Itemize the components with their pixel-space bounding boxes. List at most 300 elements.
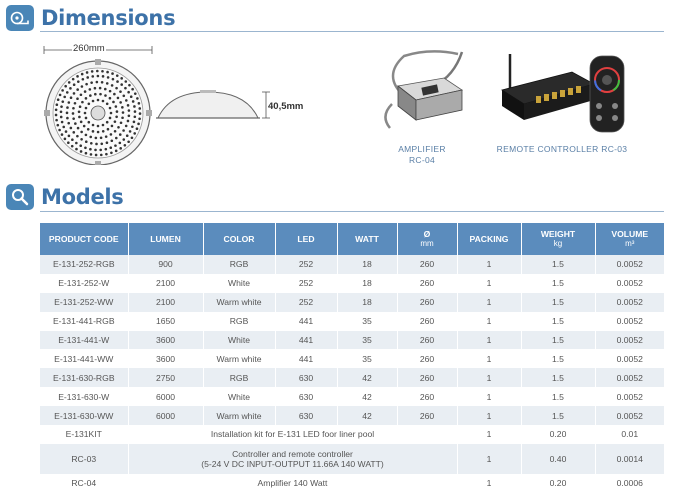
led-dot bbox=[138, 102, 141, 105]
led-dot bbox=[69, 87, 72, 90]
led-dot bbox=[101, 70, 104, 73]
led-dot bbox=[70, 127, 73, 130]
led-dot bbox=[104, 94, 107, 97]
led-dot bbox=[124, 80, 127, 83]
cell-watt: 18 bbox=[337, 293, 397, 312]
led-dot bbox=[127, 91, 130, 94]
led-dot bbox=[102, 75, 105, 78]
col-header-code: PRODUCT CODE bbox=[40, 223, 128, 255]
led-dot bbox=[111, 139, 114, 142]
led-dot bbox=[65, 130, 68, 133]
col-header-watt: WATT bbox=[337, 223, 397, 255]
led-dot bbox=[96, 70, 99, 73]
table-row bbox=[40, 293, 664, 312]
led-dot bbox=[114, 144, 117, 147]
cell-packing: 1 bbox=[457, 255, 521, 274]
led-dot bbox=[100, 137, 103, 140]
led-dot bbox=[94, 87, 97, 90]
cell-led: 252 bbox=[275, 255, 337, 274]
led-dot bbox=[100, 142, 103, 145]
led-dot bbox=[128, 84, 131, 87]
led-dot bbox=[105, 153, 108, 156]
cell-watt: 18 bbox=[337, 255, 397, 274]
cell-dia: 260 bbox=[397, 255, 457, 274]
led-dot bbox=[121, 106, 124, 109]
cell-led: 252 bbox=[275, 274, 337, 293]
led-dot bbox=[127, 140, 130, 143]
led-dot bbox=[128, 109, 131, 112]
cell-color: Warm white bbox=[203, 293, 275, 312]
cell-color: RGB bbox=[203, 255, 275, 274]
weight-label: WEIGHT bbox=[540, 229, 576, 239]
models-header bbox=[6, 184, 124, 210]
cell-watt: 42 bbox=[337, 387, 397, 406]
led-dot bbox=[119, 101, 122, 104]
led-dot bbox=[133, 121, 136, 124]
cell-packing: 1 bbox=[457, 444, 521, 474]
col-header-color: COLOR bbox=[203, 223, 275, 255]
led-dot bbox=[55, 119, 58, 122]
led-dot bbox=[55, 109, 58, 112]
led-dot bbox=[111, 72, 114, 75]
remote-caption: REMOTE CONTROLLER RC-03 bbox=[496, 144, 628, 154]
led-dot bbox=[110, 112, 113, 115]
models-title: Models bbox=[41, 185, 124, 209]
cell-volume: 0.0052 bbox=[595, 331, 664, 350]
led-dot bbox=[106, 103, 109, 106]
description-line: (5-24 V DC INPUT-OUTPUT 11.66A 140 WATT) bbox=[201, 458, 384, 469]
led-dot bbox=[95, 143, 98, 146]
accessory-row bbox=[40, 474, 664, 493]
led-dot bbox=[81, 85, 84, 88]
led-dot bbox=[97, 99, 100, 102]
led-dot bbox=[102, 130, 105, 133]
led-dot bbox=[85, 97, 88, 100]
led-dot bbox=[74, 122, 77, 125]
cell-dia: 260 bbox=[397, 293, 457, 312]
cell-volume: 0.0052 bbox=[595, 387, 664, 406]
cell-watt: 42 bbox=[337, 368, 397, 387]
led-dot bbox=[67, 122, 70, 125]
led-dot bbox=[56, 103, 59, 106]
led-dot bbox=[115, 87, 118, 90]
led-dot bbox=[62, 126, 65, 129]
col-header-weight bbox=[521, 223, 595, 255]
cell-code: E-131-252-WW bbox=[40, 293, 128, 312]
led-dot bbox=[106, 82, 109, 85]
cell-code: E-131-441-RGB bbox=[40, 312, 128, 331]
led-dot bbox=[77, 80, 80, 83]
led-dot bbox=[88, 121, 91, 124]
led-dot bbox=[78, 111, 81, 114]
cell-watt: 35 bbox=[337, 312, 397, 331]
cell-lumen: 6000 bbox=[128, 387, 203, 406]
led-dot bbox=[113, 93, 116, 96]
led-dot bbox=[96, 81, 99, 84]
cell-led: 441 bbox=[275, 349, 337, 368]
led-dot bbox=[61, 121, 64, 124]
led-dot bbox=[95, 137, 98, 140]
cell-led: 630 bbox=[275, 387, 337, 406]
lamp-front-view bbox=[30, 40, 320, 165]
cell-weight: 1.5 bbox=[521, 293, 595, 312]
led-dot bbox=[85, 152, 88, 155]
cell-volume: 0.0052 bbox=[595, 274, 664, 293]
table-row bbox=[40, 312, 664, 331]
led-dot bbox=[124, 87, 127, 90]
cell-watt: 42 bbox=[337, 406, 397, 425]
led-dot bbox=[85, 134, 88, 137]
cell-description bbox=[128, 444, 457, 474]
led-dot bbox=[61, 89, 64, 92]
models-table bbox=[40, 223, 664, 493]
volume-label: VOLUME bbox=[611, 229, 649, 239]
led-dot bbox=[131, 88, 134, 91]
led-dot bbox=[102, 100, 105, 103]
led-dot bbox=[79, 144, 82, 147]
led-dot bbox=[80, 138, 83, 141]
led-dot bbox=[74, 102, 77, 105]
led-dot bbox=[75, 148, 78, 151]
cell-packing: 1 bbox=[457, 312, 521, 331]
led-dot bbox=[76, 97, 79, 100]
led-dot bbox=[115, 105, 118, 108]
cell-volume: 0.0014 bbox=[595, 444, 664, 474]
cell-color: Warm white bbox=[203, 349, 275, 368]
cell-weight: 1.5 bbox=[521, 331, 595, 350]
cell-packing: 1 bbox=[457, 293, 521, 312]
led-dot bbox=[115, 137, 118, 140]
cell-code: E-131KIT bbox=[40, 425, 128, 444]
cell-led: 630 bbox=[275, 406, 337, 425]
led-dot bbox=[94, 93, 97, 96]
cell-volume: 0.0052 bbox=[595, 368, 664, 387]
led-dot bbox=[133, 105, 136, 108]
led-dot bbox=[80, 121, 83, 124]
led-dot bbox=[88, 103, 91, 106]
led-dot bbox=[91, 75, 94, 78]
table-row bbox=[40, 274, 664, 293]
led-dot bbox=[61, 133, 64, 136]
led-dot bbox=[97, 75, 100, 78]
diameter-symbol: Ø bbox=[423, 229, 431, 239]
led-dot bbox=[136, 97, 139, 100]
led-dot bbox=[57, 98, 60, 101]
cell-color: White bbox=[203, 387, 275, 406]
led-dot bbox=[60, 116, 63, 119]
cell-lumen: 3600 bbox=[128, 331, 203, 350]
weight-unit: kg bbox=[553, 239, 563, 248]
table-row bbox=[40, 349, 664, 368]
cell-code: E-131-252-RGB bbox=[40, 255, 128, 274]
led-dot bbox=[90, 81, 93, 84]
led-dot bbox=[115, 150, 118, 153]
led-dot bbox=[125, 125, 128, 128]
led-dot bbox=[126, 134, 129, 137]
cell-volume: 0.0006 bbox=[595, 474, 664, 493]
cell-color: RGB bbox=[203, 368, 275, 387]
cell-code: E-131-630-W bbox=[40, 387, 128, 406]
cell-volume: 0.0052 bbox=[595, 312, 664, 331]
led-dot bbox=[87, 128, 90, 131]
led-dot bbox=[137, 123, 140, 126]
led-dot bbox=[122, 138, 125, 141]
led-dot bbox=[127, 104, 130, 107]
cell-weight: 1.5 bbox=[521, 274, 595, 293]
dimensions-rule bbox=[40, 31, 664, 32]
led-dot bbox=[99, 87, 102, 90]
led-dot bbox=[114, 120, 117, 123]
led-dot bbox=[111, 125, 114, 128]
cell-packing: 1 bbox=[457, 425, 521, 444]
led-dot bbox=[66, 106, 69, 109]
led-dot bbox=[58, 129, 61, 132]
led-dot bbox=[77, 127, 80, 130]
led-dot bbox=[117, 126, 120, 129]
led-dot bbox=[81, 101, 84, 104]
led-dot bbox=[120, 121, 123, 124]
cell-description bbox=[128, 474, 457, 493]
led-dot bbox=[117, 97, 120, 100]
led-dot bbox=[133, 132, 136, 135]
led-dot bbox=[55, 114, 58, 117]
led-dot bbox=[121, 116, 124, 119]
cell-weight: 1.5 bbox=[521, 255, 595, 274]
led-dot bbox=[85, 117, 88, 120]
led-dot bbox=[72, 78, 75, 81]
led-dot bbox=[64, 85, 67, 88]
led-dot bbox=[119, 147, 122, 150]
led-dot bbox=[81, 73, 84, 76]
led-dot bbox=[119, 142, 122, 145]
led-dot bbox=[105, 148, 108, 151]
table-row bbox=[40, 368, 664, 387]
led-dot bbox=[138, 107, 141, 110]
col-header-diameter bbox=[397, 223, 457, 255]
ruler-tape-icon bbox=[6, 5, 34, 31]
cell-lumen: 2100 bbox=[128, 274, 203, 293]
led-dot bbox=[114, 130, 117, 133]
diameter-unit: mm bbox=[420, 239, 434, 248]
cell-packing: 1 bbox=[457, 349, 521, 368]
led-dot bbox=[73, 83, 76, 86]
cell-weight: 0.40 bbox=[521, 444, 595, 474]
cell-weight: 1.5 bbox=[521, 349, 595, 368]
cell-watt: 35 bbox=[337, 331, 397, 350]
cell-code: E-131-252-W bbox=[40, 274, 128, 293]
led-dot bbox=[76, 75, 79, 78]
led-dot bbox=[60, 105, 63, 108]
led-dot bbox=[59, 94, 62, 97]
table-row bbox=[40, 387, 664, 406]
led-dot bbox=[66, 117, 69, 120]
cell-dia: 260 bbox=[397, 312, 457, 331]
cell-weight: 0.20 bbox=[521, 474, 595, 493]
led-dot bbox=[102, 124, 105, 127]
led-dot bbox=[57, 124, 60, 127]
cell-watt: 35 bbox=[337, 349, 397, 368]
cell-lumen: 2100 bbox=[128, 293, 203, 312]
led-dot bbox=[120, 77, 123, 80]
led-dot bbox=[95, 154, 98, 157]
led-dot bbox=[105, 135, 108, 138]
led-dot bbox=[66, 91, 69, 94]
cell-code: RC-03 bbox=[40, 444, 128, 474]
magnifier-icon bbox=[6, 184, 34, 210]
led-dot bbox=[99, 149, 102, 152]
led-dot bbox=[67, 141, 70, 144]
amplifier-caption-line1: AMPLIFIER bbox=[398, 144, 446, 154]
cell-dia: 260 bbox=[397, 406, 457, 425]
cell-volume: 0.0052 bbox=[595, 293, 664, 312]
led-dot bbox=[89, 94, 92, 97]
led-dot bbox=[109, 90, 112, 93]
led-dot bbox=[110, 133, 113, 136]
led-dot bbox=[134, 92, 137, 95]
led-dot bbox=[131, 125, 134, 128]
led-dot bbox=[101, 81, 104, 84]
led-dot bbox=[78, 116, 81, 119]
led-dot bbox=[70, 96, 73, 99]
description-line: Installation kit for E-131 LED foor liner pool bbox=[210, 429, 375, 440]
led-dot bbox=[85, 83, 88, 86]
led-dot bbox=[122, 129, 125, 132]
led-dot bbox=[131, 136, 134, 139]
led-dot bbox=[68, 101, 71, 104]
col-header-packing: PACKING bbox=[457, 223, 521, 255]
led-dot bbox=[109, 107, 112, 110]
led-dot bbox=[66, 112, 69, 115]
led-dot bbox=[73, 92, 76, 95]
led-dot bbox=[112, 101, 115, 104]
led-dot bbox=[106, 121, 109, 124]
cell-code: E-131-441-W bbox=[40, 331, 128, 350]
amplifier-caption bbox=[386, 144, 458, 166]
led-dot bbox=[84, 147, 87, 150]
cell-code: RC-04 bbox=[40, 474, 128, 493]
led-dot bbox=[90, 153, 93, 156]
accessory-row bbox=[40, 444, 664, 474]
led-dot bbox=[128, 115, 131, 118]
height-label: 40,5mm bbox=[268, 101, 304, 112]
led-dot bbox=[127, 120, 130, 123]
cell-color: RGB bbox=[203, 312, 275, 331]
led-dot bbox=[99, 93, 102, 96]
col-header-lumen: LUMEN bbox=[128, 223, 203, 255]
cell-packing: 1 bbox=[457, 387, 521, 406]
cell-color: White bbox=[203, 331, 275, 350]
led-dot bbox=[109, 117, 112, 120]
cell-lumen: 2750 bbox=[128, 368, 203, 387]
led-dot bbox=[60, 111, 63, 114]
led-dot bbox=[72, 131, 75, 134]
amplifier-image bbox=[374, 46, 470, 138]
cell-packing: 1 bbox=[457, 274, 521, 293]
led-dot bbox=[136, 127, 139, 130]
led-dot bbox=[130, 95, 133, 98]
cell-led: 252 bbox=[275, 293, 337, 312]
led-dot bbox=[75, 142, 78, 145]
cell-watt: 18 bbox=[337, 274, 397, 293]
cell-color: White bbox=[203, 274, 275, 293]
led-dot bbox=[97, 125, 100, 128]
led-dot bbox=[84, 90, 87, 93]
cell-led: 441 bbox=[275, 331, 337, 350]
led-dot bbox=[100, 154, 103, 157]
table-row bbox=[40, 331, 664, 350]
led-dot bbox=[129, 130, 132, 133]
cell-packing: 1 bbox=[457, 474, 521, 493]
led-dot bbox=[112, 78, 115, 81]
led-dot bbox=[116, 74, 119, 77]
led-dot bbox=[86, 76, 89, 79]
led-dot bbox=[86, 71, 89, 74]
led-dot bbox=[90, 142, 93, 145]
cell-volume: 0.01 bbox=[595, 425, 664, 444]
col-header-volume bbox=[595, 223, 664, 255]
led-dot bbox=[122, 111, 125, 114]
led-dot bbox=[120, 83, 123, 86]
dimensions-title: Dimensions bbox=[41, 6, 176, 30]
cell-packing: 1 bbox=[457, 331, 521, 350]
cell-lumen: 6000 bbox=[128, 406, 203, 425]
led-dot bbox=[107, 128, 110, 131]
led-dot bbox=[125, 99, 128, 102]
cell-color: Warm white bbox=[203, 406, 275, 425]
amplifier-caption-line2: RC-04 bbox=[408, 155, 436, 165]
led-dot bbox=[89, 88, 92, 91]
cell-weight: 1.5 bbox=[521, 368, 595, 387]
cell-code: E-131-630-RGB bbox=[40, 368, 128, 387]
led-dot bbox=[138, 117, 141, 120]
description-line: Amplifier 140 Watt bbox=[257, 478, 328, 489]
led-dot bbox=[85, 140, 88, 143]
led-dot bbox=[82, 78, 85, 81]
cell-packing: 1 bbox=[457, 406, 521, 425]
led-dot bbox=[92, 124, 95, 127]
led-dot bbox=[72, 112, 75, 115]
led-dot bbox=[76, 88, 79, 91]
cell-weight: 1.5 bbox=[521, 387, 595, 406]
cell-dia: 260 bbox=[397, 387, 457, 406]
led-dot bbox=[72, 107, 75, 110]
led-dot bbox=[124, 144, 127, 147]
led-dot bbox=[132, 100, 135, 103]
led-dot bbox=[85, 107, 88, 110]
cell-lumen: 900 bbox=[128, 255, 203, 274]
dimensions-header bbox=[6, 5, 175, 31]
led-dot bbox=[92, 130, 95, 133]
led-dot bbox=[106, 141, 109, 144]
led-dot bbox=[68, 135, 71, 138]
led-dot bbox=[91, 70, 94, 73]
accessory-row bbox=[40, 425, 664, 444]
led-dot bbox=[84, 112, 87, 115]
cell-volume: 0.0052 bbox=[595, 255, 664, 274]
led-dot bbox=[80, 150, 83, 153]
volume-unit: m³ bbox=[625, 239, 635, 248]
led-dot bbox=[111, 84, 114, 87]
led-dot bbox=[80, 93, 83, 96]
cell-code: E-131-630-WW bbox=[40, 406, 128, 425]
cell-dia: 260 bbox=[397, 368, 457, 387]
cell-dia: 260 bbox=[397, 331, 457, 350]
led-dot bbox=[139, 112, 142, 115]
led-dot bbox=[89, 136, 92, 139]
cell-packing: 1 bbox=[457, 368, 521, 387]
cell-weight: 0.20 bbox=[521, 425, 595, 444]
remote-controller-image bbox=[496, 50, 630, 136]
